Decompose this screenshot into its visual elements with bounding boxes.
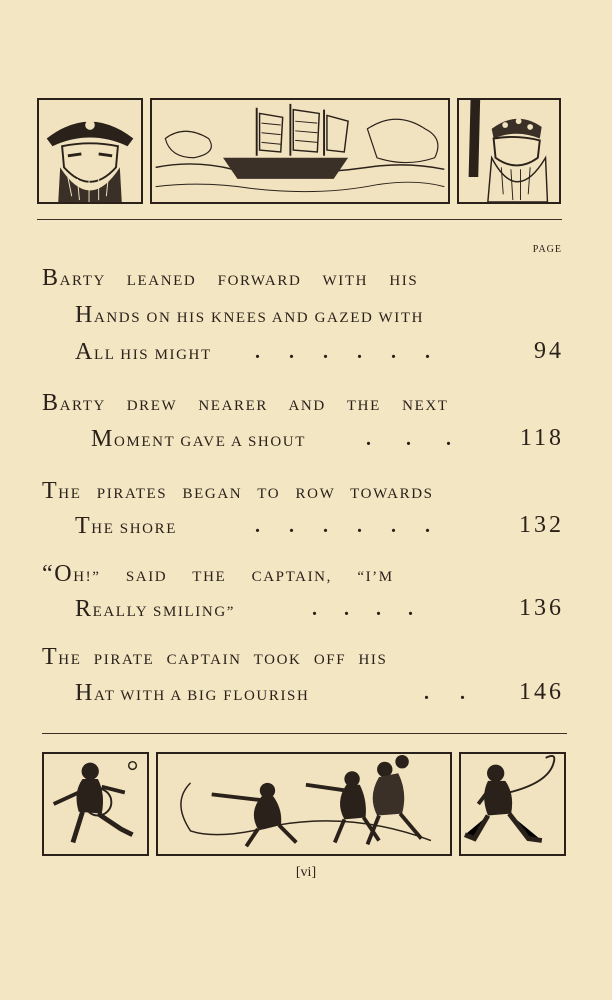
entry-2-text-1: BARTY DREW NEARER AND THE NEXT: [42, 390, 449, 416]
toc-entry-2-line-1: [0, 391, 612, 415]
entry-2-leader-dots: . . .: [366, 428, 451, 450]
monkey-coconut-illustration: [42, 752, 149, 856]
entry-1-page-number: 94: [534, 338, 564, 364]
entry-3-leader-dots: . . . . . .: [255, 515, 430, 537]
running-monkeys-illustration: [156, 752, 452, 856]
entry-2-text-2: MOMENT GAVE A SHOUT: [91, 426, 306, 452]
entry-5-text-2: HAT WITH A BIG FLOURISH: [75, 680, 310, 706]
toc-entry-1-line-3: [0, 340, 612, 364]
pirate-ship-illustration: [150, 98, 450, 204]
entry-2-page-number: 118: [519, 425, 564, 451]
entry-3-page-number: 132: [519, 512, 564, 538]
toc-entry-5-line-1: [0, 645, 612, 669]
entry-4-text-2: REALLY SMILING”: [75, 596, 236, 622]
toc-entry-1-line-1: [0, 266, 612, 290]
entry-1-leader-dots: . . . . . .: [255, 341, 430, 363]
entry-1-text-2: HANDS ON HIS KNEES AND GAZED WITH: [75, 302, 425, 328]
entry-5-leader-dots: . .: [424, 682, 465, 704]
entry-4-leader-dots: . . . .: [312, 598, 413, 620]
page-column-label: PAGE: [532, 244, 562, 255]
entry-1-text-3: ALL HIS MIGHT: [75, 339, 212, 365]
toc-entry-3-line-1: [0, 479, 612, 503]
entry-4-text-1: “OH!” SAID THE CAPTAIN, “I’M: [42, 561, 394, 587]
toc-entry-4-line-2: [0, 597, 612, 621]
toc-entry-3-line-2: [0, 514, 612, 538]
entry-1-text-1: BARTY LEANED FORWARD WITH HIS: [42, 265, 419, 291]
entry-3-text-2: THE SHORE: [75, 513, 177, 539]
toc-entry-2-line-2: [0, 427, 612, 451]
entry-4-page-number: 136: [519, 595, 564, 621]
pirate-captain-illustration: [37, 98, 143, 204]
entry-5-text-1: THE PIRATE CAPTAIN TOOK OFF HIS: [42, 644, 388, 670]
bearded-pirate-illustration: [457, 98, 561, 204]
page-folio: [vi]: [295, 865, 317, 880]
toc-entry-5-line-2: [0, 681, 612, 705]
entry-5-page-number: 146: [519, 679, 564, 705]
entry-3-text-1: THE PIRATES BEGAN TO ROW TOWARDS: [42, 478, 434, 504]
toc-entry-1-line-2: [0, 303, 612, 327]
walking-monkey-illustration: [459, 752, 566, 856]
top-rule: [37, 219, 562, 220]
toc-entry-4-line-1: [0, 562, 612, 586]
bottom-rule: [42, 733, 567, 734]
